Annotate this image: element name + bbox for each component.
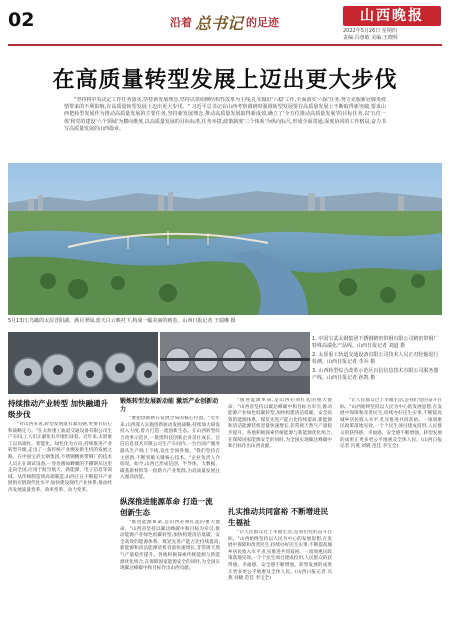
section-text-livelihood: "让人民群众过上幸福生活,是我们党的奋斗目标。"山西始终坚持以人民为中心的发展思想,在发展中保障和改善民生,持续办好民生实事,不断提高城乡居民收入水平,扎实推进共同富裕。一项项惠民政策落地见效,一个个民生项目建成投用,人民群众的获得感、幸福感、安全感不断增强。转型发展的成果正更多更公平地惠及全体人民。(山西日报记者 冯燕 刘晓 范佳 李宝全)	[228, 530, 332, 582]
sub-caption-1: 1. 中国宝武太钢集团不锈钢精密带钢有限公司精密带钢厂特殊高端化产品线。山西日报记者 刘道 摄	[312, 336, 439, 349]
column-title-brush: 总书记	[195, 13, 244, 33]
sub-caption-3: 3. 山西转型综合改革示范区百信信息技术有限公司服务器产线。山西日报记者 孙凯 摄	[312, 368, 439, 381]
section-heading-energy: 纵深推进能源革命 打造一流创新生态	[120, 497, 213, 517]
section-heading-industry: 持续推动产业转型 加快融通升级步伐	[8, 399, 109, 419]
column-title-suffix: 的足迹	[246, 16, 280, 29]
issue-date: 2022年5月26日 星期四	[343, 28, 397, 34]
sub-photo-captions	[312, 336, 442, 384]
issue-editors: 责编:冯惠敏 美编:王晓辉	[343, 35, 398, 41]
column-four-text: "让人民群众过上幸福生活,是我们党的奋斗目标。"山西始终坚持以人民为中心的发展思想,在发展中保障和改善民生,持续办好民生实事,不断提高城乡居民收入水平,扎实推进共同富裕。一项项惠民政策落地见效,一个个民生项目建成投用,人民群众的获得感、幸福感、安全感不断增强。转型发展的成果正更多更公平地惠及全体人民。(山西日报记者 冯燕 刘晓 范佳 李宝全)	[340, 398, 442, 450]
section-text-industry: "对山西来说,转型发展既有紧迫感,更要有信心和战略定力。"在太原重工轨道交通设备有限公司生产车间,工人们正紧张有序地忙碌着。近年来,太原重工以高端化、智能化、绿色化为方向,持续推进产业转型升级,走出了一条传统产业焕发新生机的发展之路。在中国宝武太钢集团,不锈钢精密带钢厂的技术人员正在调试设备,一卷卷薄如蝉翼的手撕钢从这里走向全国,应用于航空航天、新能源、电子信息等领域。从传统制造到高端制造,山西正在不断提升产业链供应链现代化水平,加快建设现代产业体系,推动经济发展质量变革、效率变革、动力变革。	[8, 422, 112, 493]
lead-paragraph: "坚持将中央决定工作任务落实,坚持新发展理念,坚持以供给侧结构性改革为主线,扎实做好'六稳'工作,全面落实'六保'任务,努力克服新冠肺炎疫情带来的不利影响,在高质量转型发展上迈出更大步伐。" 习近平总书记在山西考察调研时强调转型发展要在高质量发展上不断取得新突破,要求山西把转型发展作为推动高质量发展的主要任务,坚持新发展理念,推动高质量发展取得新成效,确立了'全方位推动高质量发展'的目标任务,以'五位一体'和党的建设'六个领域'为横向维度,以高质量发展的目标标准,任务举措,政策制度'三个体系'为纵向标尺,形成全面贯通,深度协同的工作格局,奋力书写高质量发展的山西篇章。	[64, 97, 386, 132]
header-rule	[8, 44, 442, 46]
steel-coil-illustration	[8, 332, 158, 394]
column-title	[170, 12, 279, 32]
column-title-prefix: 沿着	[170, 16, 192, 29]
section-text-energy: "推进能源革命,是山西必须扛起的重大使命。"山西省坚持以碳达峰碳中和目标为牵引,推动能源产业绿色低碳转型,加快构建清洁低碳、安全高效的能源体系。煤炭先进产能占比持续提高,新能源和清洁能源装机容量快速增长,非常规天然气产量稳步提升。各地积极探索传统能源与新能源优化组合,在保障国家能源安全的同时,为全国实现碳达峰碳中和目标作出山西贡献。	[120, 520, 220, 572]
section-heading-innovation: 锻炼转型发展新动能 激活产业创新动力	[120, 398, 219, 413]
aerial-city-illustration	[8, 163, 442, 315]
section-heading-livelihood: 扎实推动共同富裕 不断增进民生福祉	[228, 507, 329, 527]
column-three-text: "推进能源革命,是山西必须扛起的重大使命。"山西省坚持以碳达峰碳中和目标为牵引,推动能源产业绿色低碳转型,加快构建清洁低碳、安全高效的能源体系。煤炭先进产能占比持续提高,新能源和清洁能源装机容量快速增长,非常规天然气产量稳步提升。各地积极探索传统能源与新能源优化组合,在保障国家能源安全的同时,为全国实现碳达峰碳中和目标作出山西贡献。	[228, 398, 332, 450]
machinery-illustration	[160, 332, 310, 394]
headline: 在高质量转型发展上迈出更大步伐	[52, 68, 398, 93]
steel-coil-photo	[8, 332, 158, 394]
factory-machinery-photo	[160, 332, 310, 394]
sub-caption-2: 2. 太原重工轨道交通设备有限公司技术人员正对轮轴进行检测。山西日报记者 李兵 摄	[312, 352, 439, 365]
main-photo	[8, 163, 442, 315]
page-number: 02	[8, 9, 35, 31]
section-text-innovation: "要把创新摆在发展全局的核心位置。"近年来,山西深入实施创新驱动发展战略,持续加大研发投入力度,着力打造一流创新生态。在山西转型综合改革示范区,一批批科技创新企业茁壮成长。百信信息技术有限公司生产车间内,一台台国产服务器从生产线上下线,发往全国各地。"我们坚持自主创新,不断突破关键核心技术。"企业负责人介绍说。如今,山西已形成信创、半导体、大数据、碳基新材料等一批新兴产业集群,为高质量发展注入强劲动能。	[120, 416, 220, 481]
main-photo-caption: 5月13日,鸟瞰的太原晋阳湖、满目翠绿,蓝天白云映衬下,构成一幅美丽的画卷。山西日报记者 王瑞琳 摄	[8, 318, 236, 324]
masthead-logo: 山西晚报	[343, 6, 441, 26]
